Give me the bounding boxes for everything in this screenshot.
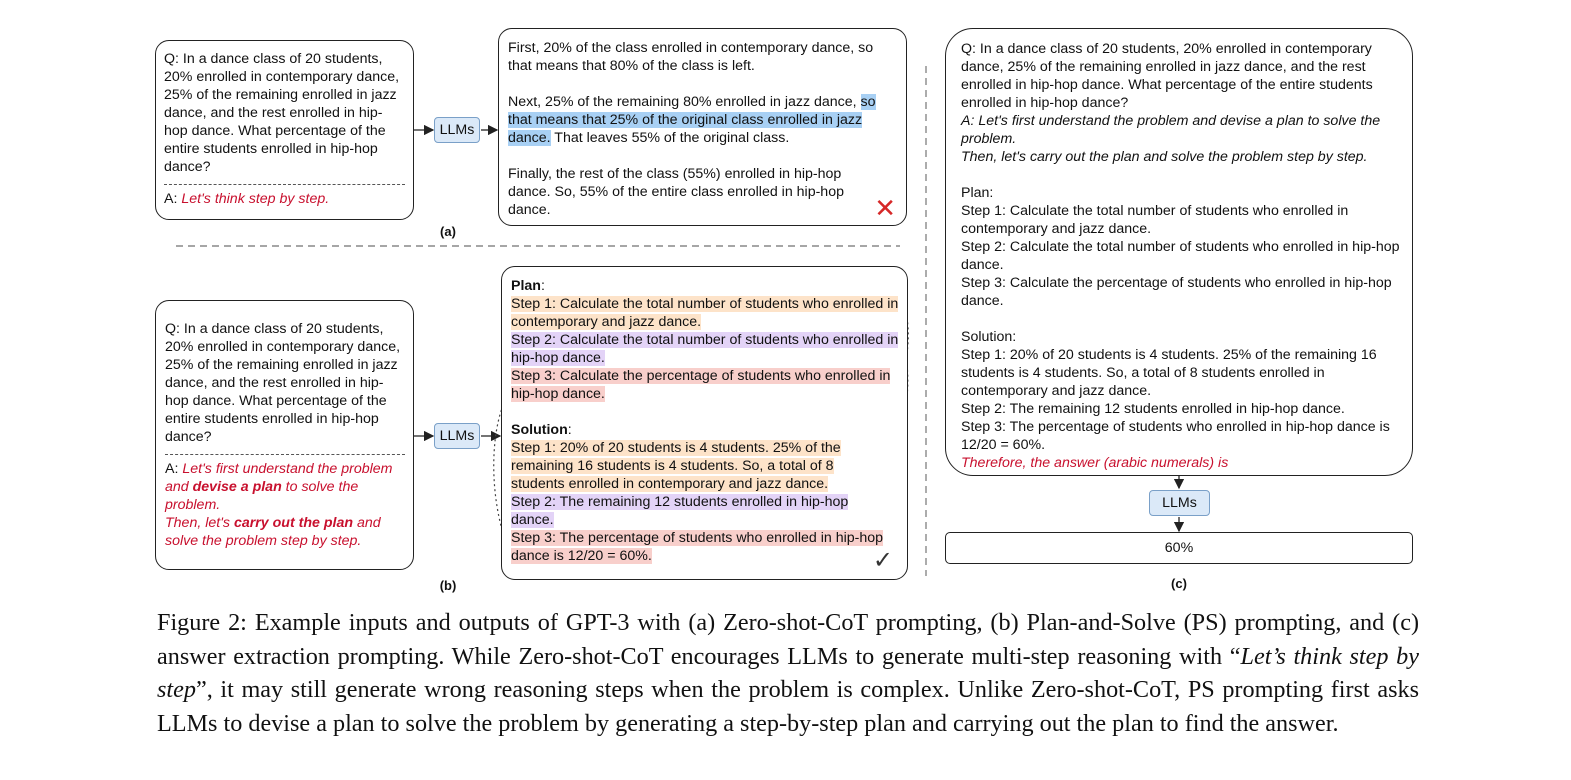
panel-c-answer-line2: Then, let's carry out the plan and solve the problem step by step. <box>961 149 1368 165</box>
panel-c-label: (c) <box>1171 576 1187 591</box>
panel-a-answer: A: Let's think step by step. <box>164 191 330 207</box>
panel-b-answer: A: Let's first understand the problem and devise a plan to solve the problem. <box>165 461 393 513</box>
panel-b-plan-step1: Step 1: Calculate the total number of students who enrolled in contemporary and jazz dance. <box>511 296 899 330</box>
panel-c-final-answer: 60% <box>1164 540 1194 556</box>
panel-c-solution-heading: Solution: <box>961 329 1017 345</box>
panel-c-final-answer-box <box>945 532 1413 564</box>
panel-b-llm-node: LLMs <box>434 423 480 449</box>
panel-c-question: Q: In a dance class of 20 students, 20% enrolled in contemporary dance, 25% of the remaining enrolled in jazz dance, and the rest enrolled in hip-hop dance. What percentage of the entire students enrolled in hip-hop dance? <box>961 41 1373 111</box>
panel-c-sol-step3: Step 3: The percentage of students who enrolled in hip-hop dance is 12/20 = 60%. <box>961 419 1390 453</box>
panel-b-sol-step3: Step 3: The percentage of students who enrolled in hip-hop dance is 12/20 = 60%. <box>511 530 884 564</box>
check-icon: ✓ <box>872 547 893 574</box>
panel-b-output-box <box>501 266 908 580</box>
panel-b-input-box <box>155 300 414 570</box>
panel-b-trigger-1: Let's first understand the problem and devise a plan to solve the problem. <box>165 461 393 513</box>
panel-c-plan-heading: Plan: <box>961 185 994 201</box>
panel-a-trigger: Let's think step by step. <box>181 191 330 207</box>
panel-a-output-p1: First, 20% of the class enrolled in contemporary dance, so that means that 80% of the class is left. <box>508 40 874 74</box>
wrong-x-icon: ✕ <box>874 193 896 223</box>
panel-b-divider <box>165 454 405 455</box>
panel-a-output-p2: Next, 25% of the remaining 80% enrolled in jazz dance, so that means that 25% of the original class enrolled in jazz dance. That leaves 55% of the original class. <box>508 94 876 146</box>
panel-b-plan-step3: Step 3: Calculate the percentage of students who enrolled in hip-hop dance. <box>511 368 891 402</box>
panel-a-wrong-step-highlight: so that means that 25% of the original class enrolled in jazz dance. <box>508 94 876 146</box>
panel-a-input-box <box>155 40 414 220</box>
panel-c-plan-step1: Step 1: Calculate the total number of students who enrolled in contemporary and jazz dance. <box>961 203 1349 237</box>
figure-caption: Figure 2: Example inputs and outputs of GPT-3 with (a) Zero-shot-CoT prompting, (b) Plan-and-Solve (PS) prompting, and (c) answer extraction prompting. While Zero-shot-CoT encourages LLMs to generate multi-step reasoning with “Let’s think step by step”, it may still generate wrong reasoning steps when the problem is complex. Unlike Zero-shot-CoT, PS prompting first asks LLMs to devise a plan to solve the problem by generating a step-by-step plan and carrying out the plan to find the answer. <box>157 609 1419 737</box>
panel-c-plan-step3: Step 3: Calculate the percentage of students who enrolled in hip-hop dance. <box>961 275 1392 309</box>
panel-c-sol-step2: Step 2: The remaining 12 students enrolled in hip-hop dance. <box>961 401 1345 417</box>
panel-b-sol-step1: Step 1: 20% of 20 students is 4 students. 25% of the remaining 16 students is 4 students. So, a total of 8 students enrolled in contemporary and jazz dance. <box>511 440 841 492</box>
panel-a-output-p3: Finally, the rest of the class (55%) enrolled in hip-hop dance. So, 55% of the entire class enrolled in hip-hop dance. <box>508 166 844 218</box>
panel-a-label: (a) <box>440 224 456 239</box>
panel-c-input-box <box>945 28 1413 476</box>
panel-b-sol-step2: Step 2: The remaining 12 students enrolled in hip-hop dance. <box>511 494 849 528</box>
panel-c-plan-step2: Step 2: Calculate the total number of students who enrolled in hip-hop dance. <box>961 239 1400 273</box>
panel-c-sol-step1: Step 1: 20% of 20 students is 4 students. 25% of the remaining 16 students is 4 students. So, a total of 8 students enrolled in contemporary and jazz dance. <box>961 347 1377 399</box>
panel-b-trigger-2: Then, let's carry out the plan and solve the problem step by step. <box>165 515 381 549</box>
panel-a-divider <box>164 184 405 185</box>
panel-b-plan-step2: Step 2: Calculate the total number of students who enrolled in hip-hop dance. <box>511 332 899 366</box>
panel-c-extraction-trigger: Therefore, the answer (arabic numerals) is <box>961 455 1229 471</box>
panel-a-output-box <box>498 28 907 226</box>
panel-a-llm-node: LLMs <box>434 117 480 143</box>
panel-c-answer-line1: A: Let's first understand the problem and devise a plan to solve the problem. <box>961 113 1381 147</box>
panel-b-label: (b) <box>439 578 457 593</box>
caption-italic-trigger: Let’s think step by step <box>157 642 1419 703</box>
panel-a-question: Q: In a dance class of 20 students, 20% enrolled in contemporary dance, 25% of the remaining enrolled in jazz dance, and the rest enrolled in hip-hop dance. What percentage of the entire students enrolled in hip-hop dance? <box>164 51 400 175</box>
panel-b-question: Q: In a dance class of 20 students, 20% enrolled in contemporary dance, 25% of the remaining enrolled in jazz dance, and the rest enrolled in hip-hop dance. What percentage of the entire students enrolled in hip-hop dance? <box>165 321 401 445</box>
panel-b-solution-heading: Solution: <box>511 422 572 438</box>
panel-b-plan-heading: Plan: <box>511 278 545 294</box>
panel-c-llm-node: LLMs <box>1149 490 1210 516</box>
